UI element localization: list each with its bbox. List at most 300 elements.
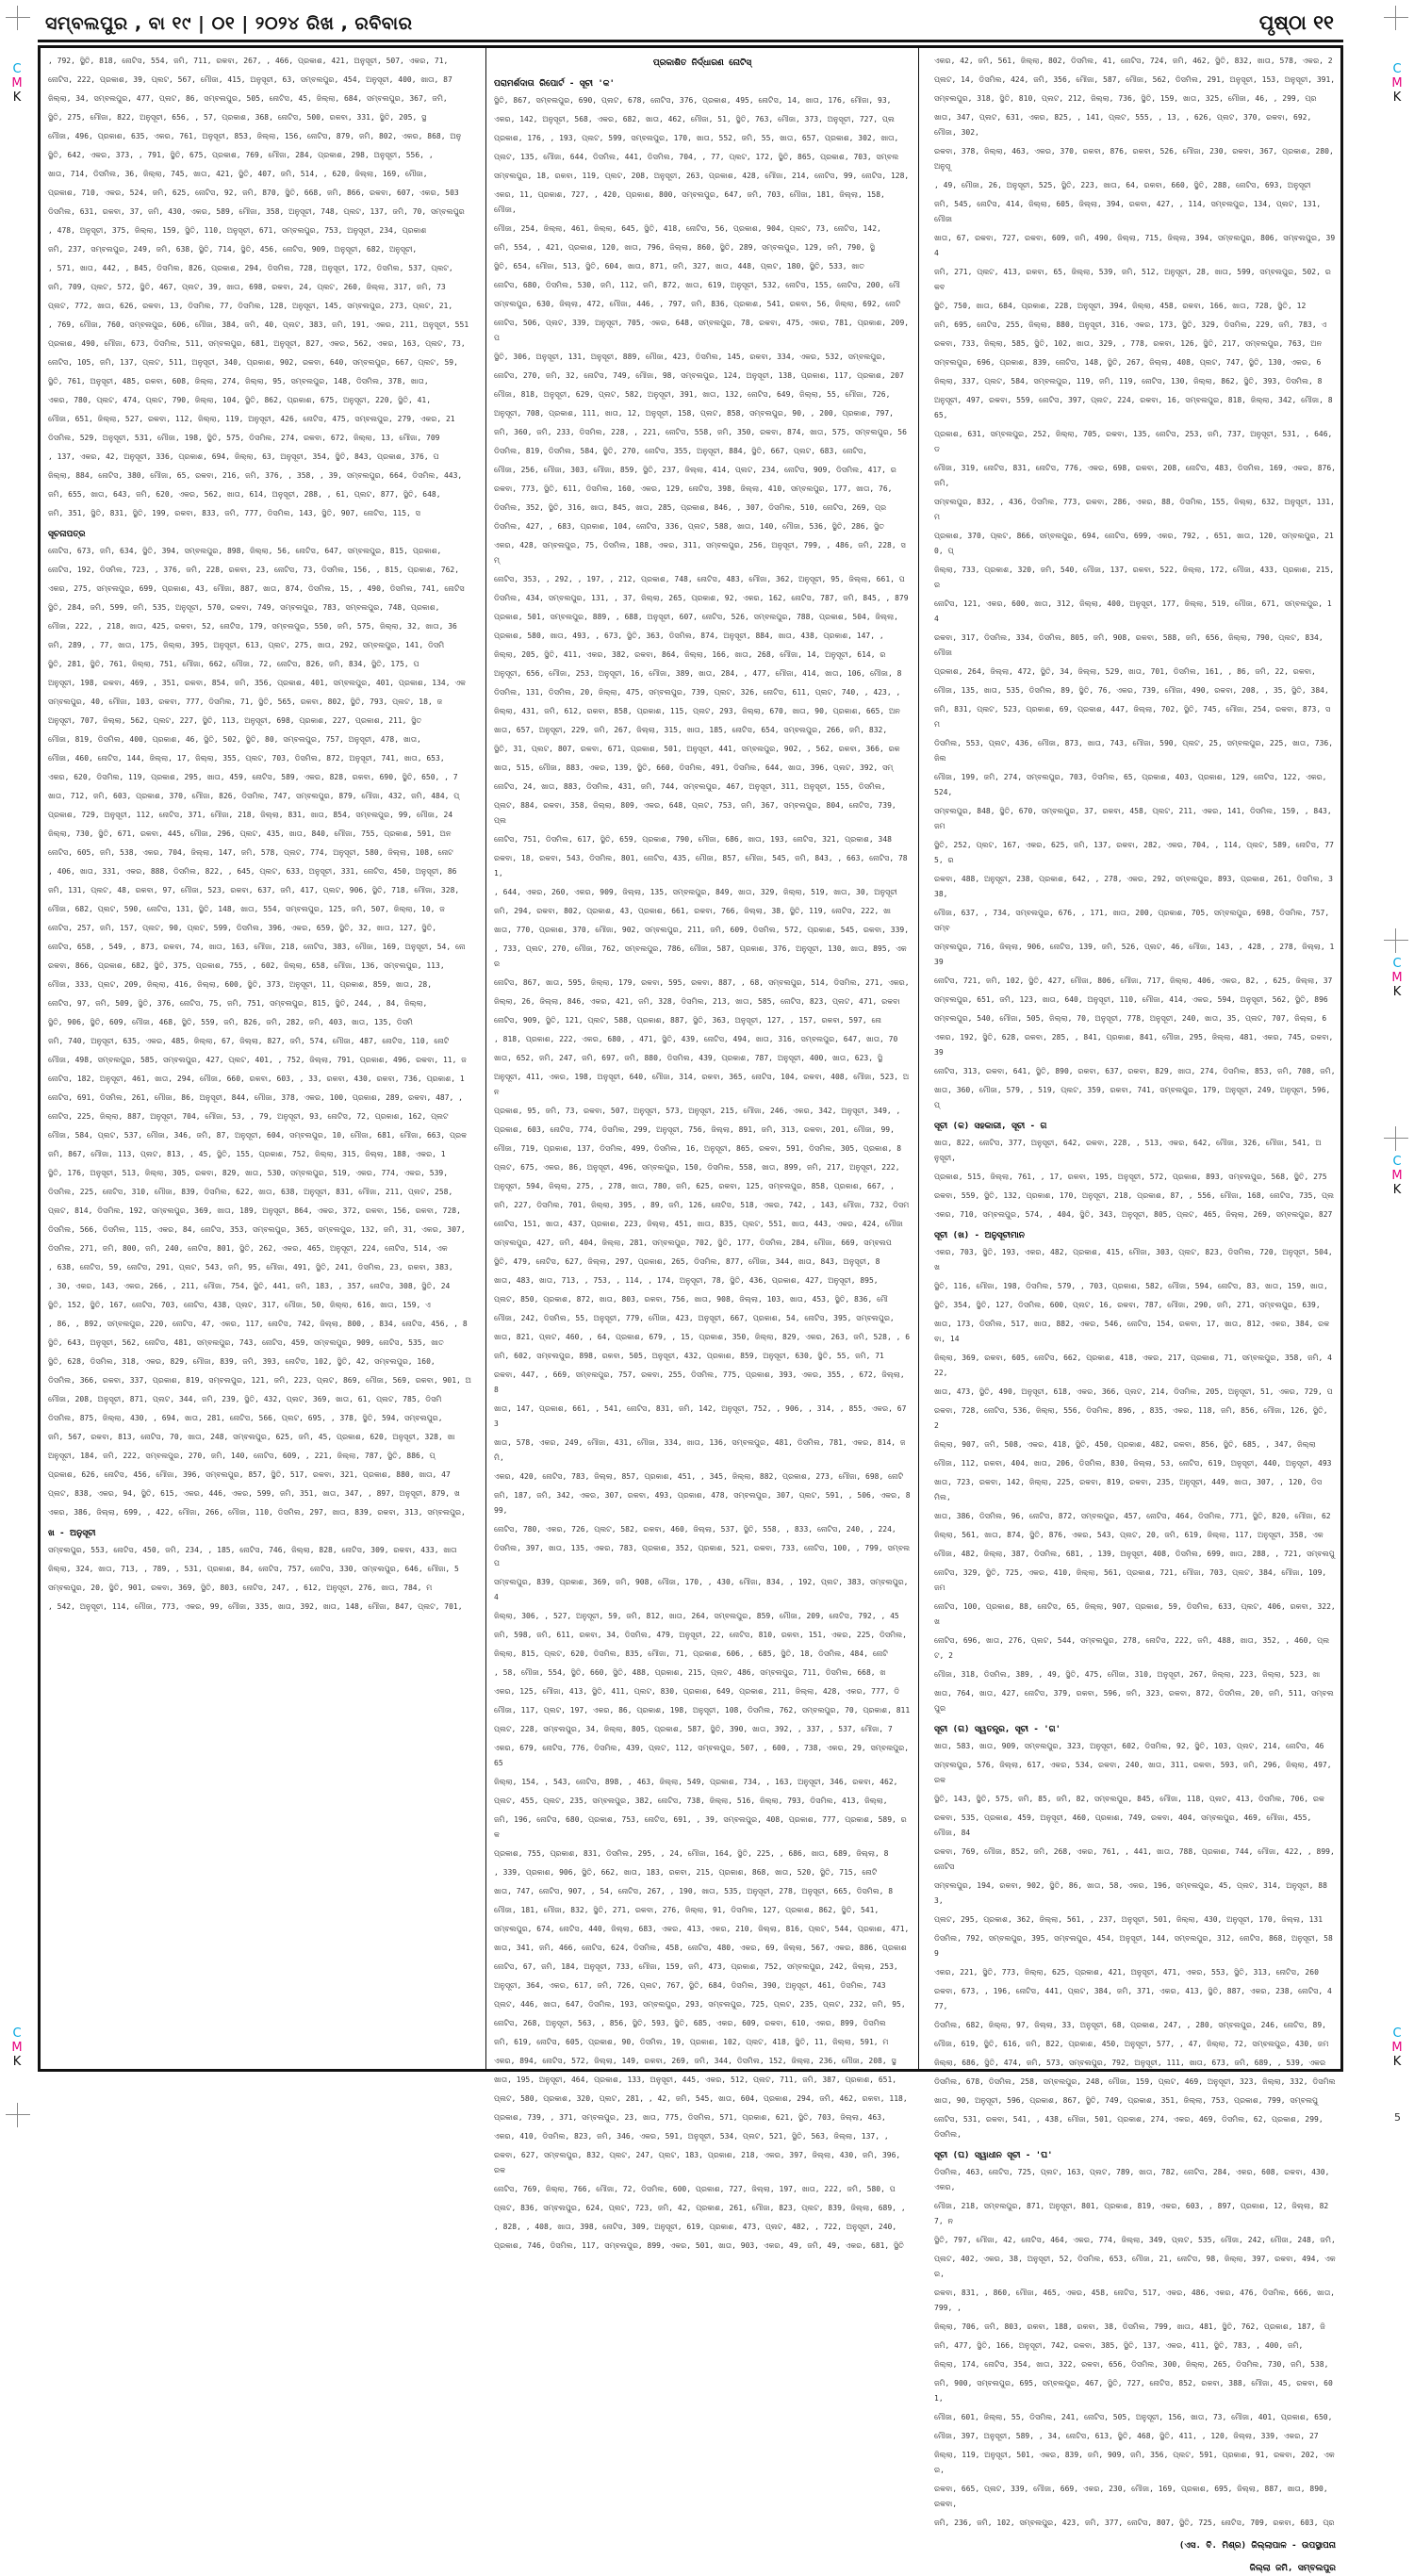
body-text-line: ଜମି, 655, ଖାତା, 643, ଜମି, 620, ଏକର, 562, ଖାତା, 614, ଅନୁସୂଚୀ, 288, , 61, ପ୍ଲଟ, 877, ସ୍ଥିତି, 648, xyxy=(48,490,441,499)
schedule-text-line: ସ୍ଥିତି, 143, ସ୍ଥିତି, 575, ଜମି, 85, ଜମି, 82, ସମ୍ବଲପୁର, 845, ମୌଜା, 118, ପ୍ଲଟ, 413, ଡିସମିଲ, 706, ରକ xyxy=(934,1795,1324,1803)
schedule-text-line: ମୌଜା, 819, ଡିସମିଲ, 400, ପ୍ରକାଶ, 46, ସ୍ଥିତି, 502, ସ୍ଥିତି, 80, ସମ୍ବଲପୁର, 757, ଅନୁସୂଚୀ, 478, ଖାତା, xyxy=(48,735,421,744)
body-text-line: ଖାତା, 483, ଖାତା, 713, , 753, , 114, , 174, ଅନୁସୂଚୀ, 78, ସ୍ଥିତି, 436, ପ୍ରକାଶ, 427, ଅନୁସୂଚୀ, 895, xyxy=(494,1276,879,1285)
schedule-text-line: ଜିଲ୍ଲା, 561, ଖାତା, 874, ସ୍ଥିତି, 876, ଏକର, 543, ପ୍ଲଟ, 20, ଜମି, 619, ଜିଲ୍ଲା, 117, ଅନୁସୂଚୀ, 358, ଏକ xyxy=(934,1531,1324,1539)
schedule-text-line: ଏକର, 386, ଜିଲ୍ଲା, 699, , 422, ମୌଜା, 266, ମୌଜା, 110, ଡିସମିଲ, 297, ଖାତା, 839, ରକବା, 313, ସମ୍ବଲପୁର, xyxy=(48,1508,466,1517)
body-text-line: ଏକର, 428, ସମ୍ବଲପୁର, 75, ଡିସମିଲ, 188, ଏକର, 311, ସମ୍ବଲପୁର, 256, ଅନୁସୂଚୀ, 799, , 486, ଜମି, 228, ସମ୍ xyxy=(494,541,906,565)
body-text-line: ଜିଲ୍ଲା, 26, ଜିଲ୍ଲା, 846, ଏକର, 421, ଜମି, 328, ଡିସମିଲ, 213, ଖାତା, 585, ନୋଟିସ, 823, ପ୍ଲଟ, 471, ରକବା xyxy=(494,997,900,1006)
body-text-line: ରକବା, 773, ସ୍ଥିତି, 611, ଡିସମିଲ, 160, ଏକର, 129, ନୋଟିସ, 398, ଜିଲ୍ଲା, 410, ସମ୍ବଲପୁର, 177, ଖାତା, 76, xyxy=(494,484,893,493)
schedule-text-line: ମୌଜା, 498, ସମ୍ବଲପୁର, 585, ସମ୍ବଲପୁର, 427, ପ୍ଲଟ, 401, , 752, ଜିଲ୍ଲା, 791, ପ୍ରକାଶ, 496, ରକବା, 11, ଜ xyxy=(48,1056,467,1064)
column-2 xyxy=(485,48,919,2250)
schedule-text-line: ସମ୍ବଲପୁର, 553, ନୋଟିସ, 450, ଜମି, 234, , 185, ନୋଟିସ, 746, ଜିଲ୍ଲା, 828, ନୋଟିସ, 309, ରକବା, 433, ଖାତା xyxy=(48,1546,457,1554)
schedule-text-line: ନୋଟିସ, 182, ଅନୁସୂଚୀ, 461, ଖାତା, 294, ମୌଜା, 660, ରକବା, 603, , 33, ରକବା, 430, ରକବା, 736, ପ୍ରକାଶ, 1 xyxy=(48,1075,465,1083)
body-text-line: ରକବା, 18, ରକବା, 543, ଡିସମିଲ, 801, ନୋଟିସ, 435, ମୌଜା, 857, ମୌଜା, 545, ଜମି, 843, , 663, ନୋଟିସ, 781, xyxy=(494,854,908,878)
body-text-line: ଏକର, 420, ନୋଟିସ, 783, ଜିଲ୍ଲା, 857, ପ୍ରକାଶ, 451, , 345, ଜିଲ୍ଲା, 882, ପ୍ରକାଶ, 273, ମୌଜା, 698, ନୋଟି xyxy=(494,1472,904,1481)
schedule-text-line: ମୌଜା, 482, ଜିଲ୍ଲା, 387, ଡିସମିଲ, 681, , 139, ଅନୁସୂଚୀ, 408, ଡିସମିଲ, 699, ଖାତା, 288, , 721, ସମ୍ବଲପୁ xyxy=(934,1550,1335,1558)
schedule-text-line: ଡିସମିଲ, 463, ନୋଟିସ, 725, ପ୍ଲଟ, 163, ପ୍ଲଟ, 789, ଖାତା, 782, ନୋଟିସ, 284, ଏକର, 608, ରକବା, 430, ଏକର, xyxy=(934,2168,1330,2191)
schedule-text-line: ସ୍ଥିତି, 628, ଡିସମିଲ, 318, ଏକର, 829, ମୌଜା, 839, ଜମି, 393, ନୋଟିସ, 102, ସ୍ଥିତି, 42, ସମ୍ବଲପୁର, 160, xyxy=(48,1357,436,1366)
body-text-line: ଖାତା, 347, ପ୍ଲଟ, 631, ଏକର, 825, , 141, ପ୍ଲଟ, 555, , 13, , 626, ପ୍ଲଟ, 370, ରକବା, 692, ମୌଜା, 302, xyxy=(934,113,1312,137)
page-header xyxy=(38,8,1343,42)
schedule-text-line: ଜମି, 740, ଅନୁସୂଚୀ, 635, ଏକର, 485, ଜିଲ୍ଲା, 67, ଜିଲ୍ଲା, 827, ଜମି, 574, ମୌଜା, 487, ନୋଟିସ, 110, ନୋଟି xyxy=(48,1037,450,1045)
schedule-text-line: ସ୍ଥିତି, 797, ମୌଜା, 42, ନୋଟିସ, 464, ଏକର, 774, ଜିଲ୍ଲା, 349, ପ୍ଲଟ, 535, ମୌଜା, 242, ମୌଜା, 248, ଜମି, xyxy=(934,2236,1336,2244)
body-text-line: , 137, ଏକର, 42, ଅନୁସୂଚୀ, 336, ପ୍ରକାଶ, 694, ଜିଲ୍ଲା, 63, ଅନୁସୂଚୀ, 354, ସ୍ଥିତି, 843, ପ୍ରକାଶ, 376, ପ xyxy=(48,452,439,461)
schedule-text-line: ଡିସମିଲ, 875, ଜିଲ୍ଲା, 430, , 694, ଖାତା, 281, ନୋଟିସ, 566, ପ୍ଲଟ, 695, , 378, ସ୍ଥିତି, 594, ସମ୍ବଲପୁର, xyxy=(48,1414,443,1422)
body-text-line: ରକବା, 488, ଅନୁସୂଚୀ, 238, ପ୍ରକାଶ, 642, , 278, ଏକର, 292, ସମ୍ବଲପୁର, 893, ପ୍ରକାଶ, 261, ଡିସମିଲ, 338, xyxy=(934,875,1334,898)
body-text-line: ପ୍ଲଟ, 675, ଏକର, 86, ଅନୁସୂଚୀ, 496, ସମ୍ବଲପୁର, 150, ଡିସମିଲ, 558, ଖାତା, 899, ଜମି, 217, ଅନୁସୂଚୀ, 222, xyxy=(494,1163,900,1172)
body-text-line: ଅନୁସୂଚୀ, 497, ରକବା, 559, ନୋଟିସ, 397, ପ୍ଲଟ, 224, ରକବା, 16, ସମ୍ବଲପୁର, 818, ଜିଲ୍ଲା, 342, ମୌଜା, 865, xyxy=(934,396,1333,419)
signature-line-2: ଜିଲ୍ଲା ଜମି, ସମ୍ବଲପୁର xyxy=(1249,2564,1336,2573)
body-text-line: ଅନୁସୂଚୀ, 411, ଏକର, 198, ଅନୁସୂଚୀ, 640, ମୌଜା, 314, ରକବା, 365, ନୋଟିସ, 104, ରକବା, 408, ମୌଜା, 523, ଅନ xyxy=(494,1073,910,1096)
body-text-line: ସ୍ଥିତି, 31, ପ୍ଲଟ, 807, ରକବା, 671, ପ୍ରକାଶ, 501, ଅନୁସୂଚୀ, 441, ସମ୍ବଲପୁର, 902, , 562, ରକବା, 366, ରକ xyxy=(494,745,900,753)
body-text-line: , 828, , 408, ଖାତା, 398, ନୋଟିସ, 309, ଅନୁସୂଚୀ, 619, ପ୍ରକାଶ, 473, ପ୍ଲଟ, 482, , 722, ଅନୁସୂଚୀ, 240, xyxy=(494,2223,897,2231)
schedule-text-line: ସ୍ଥିତି, 643, ଅନୁସୂଚୀ, 562, ନୋଟିସ, 481, ସମ୍ବଲପୁର, 743, ନୋଟିସ, 459, ସମ୍ବଲପୁର, 909, ନୋଟିସ, 535, ଖାତ xyxy=(48,1338,444,1347)
cmk-marks: C M K xyxy=(1391,957,1403,999)
body-text-line: ପ୍ଲଟ, 884, ରକବା, 358, ଜିଲ୍ଲା, 809, ଏକର, 648, ପ୍ଲଟ, 753, ଜମି, 367, ସମ୍ବଲପୁର, 804, ନୋଟିସ, 739, ପ୍ଲ xyxy=(494,801,896,825)
body-text-line: ପ୍ଲଟ, 446, ଖାତା, 647, ଡିସମିଲ, 193, ସମ୍ବଲପୁର, 293, ସମ୍ବଲପୁର, 725, ପ୍ଲଟ, 235, ପ୍ଲଟ, 232, ଜମି, 95, xyxy=(494,2000,906,2009)
body-text-line: ପ୍ଲଟ, 580, ପ୍ରକାଶ, 320, ପ୍ଲଟ, 281, , 42, ଜମି, 545, ଖାତା, 604, ପ୍ରକାଶ, 294, ଜମି, 462, ରକବା, 118, xyxy=(494,2094,908,2103)
body-text-line: ସ୍ଥିତି, 275, ମୌଜା, 822, ଅନୁସୂଚୀ, 656, , 57, ପ୍ରକାଶ, 368, ନୋଟିସ, 500, ରକବା, 331, ସ୍ଥିତି, 205, ସ୍ଥ xyxy=(48,113,427,122)
article-frame xyxy=(38,45,1343,2573)
body-text-line: ଜମି, 831, ପ୍ଲଟ, 523, ପ୍ରକାଶ, 69, ପ୍ରକାଶ, 447, ଜିଲ୍ଲା, 702, ସ୍ଥିତି, 745, ମୌଜା, 254, ରକବା, 873, ସମ xyxy=(934,705,1331,729)
body-text-line: ଖାତା, 714, ଡିସମିଲ, 36, ଜିଲ୍ଲା, 745, ଖାତା, 421, ସ୍ଥିତି, 407, ଜମି, 514, , 620, ଜିଲ୍ଲା, 169, ମୌଜା, xyxy=(48,170,428,178)
body-text-line: ନୋଟିସ, 721, ଜମି, 102, ସ୍ଥିତି, 427, ମୌଜା, 806, ମୌଜା, 717, ଜିଲ୍ଲା, 406, ଏକର, 82, , 625, ଜିଲ୍ଲା, 37 xyxy=(934,976,1333,985)
body-text-line: ଖାତା, 67, ରକବା, 727, ରକବା, 609, ଜମି, 490, ଜିଲ୍ଲା, 715, ଜିଲ୍ଲା, 394, ସମ୍ବଲପୁର, 806, ସମ୍ବଲପୁର, 394 xyxy=(934,234,1336,257)
schedule-text-line: ଜିଲ୍ଲା, 324, ଖାତା, 713, , 789, , 531, ପ୍ରକାଶ, 84, ନୋଟିସ, 757, ନୋଟିସ, 330, ସମ୍ବଲପୁର, 646, ମୌଜା, 5 xyxy=(48,1565,459,1573)
body-text-line: ରକବା, 733, ଜିଲ୍ଲା, 585, ସ୍ଥିତି, 102, ଖାତା, 329, , 778, ରକବା, 126, ସ୍ଥିତି, 217, ସମ୍ବଲପୁର, 763, ଅନ xyxy=(934,339,1323,348)
col3-subhead-1: ସୂଚୀ (କ) ସହକାରୀ, ସୂଚୀ - ଗ xyxy=(934,1122,1047,1131)
body-text-line: , 644, ଏକର, 260, ଏକର, 909, ଜିଲ୍ଲା, 135, ସମ୍ବଲପୁର, 849, ଖାତା, 329, ଜିଲ୍ଲା, 519, ଖାତା, 30, ଅନୁସୂଚୀ xyxy=(494,888,897,896)
body-text-line: ସମ୍ବଲପୁର, 716, ଜିଲ୍ଲା, 906, ନୋଟିସ, 139, ଜମି, 526, ପ୍ଲଟ, 46, ମୌଜା, 143, , 428, , 278, ଜିଲ୍ଲା, 139 xyxy=(934,943,1335,966)
body-text-line: ଡିସମିଲ, 529, ଅନୁସୂଚୀ, 531, ମୌଜା, 198, ସ୍ଥିତି, 575, ଡିସମିଲ, 274, ରକବା, 672, ଜିଲ୍ଲା, 13, ମୌଜା, 709 xyxy=(48,434,440,442)
body-text-line: ସମ୍ବଲପୁର, 848, ସ୍ଥିତି, 670, ସମ୍ବଲପୁର, 37, ରକବା, 458, ପ୍ଲଟ, 211, ଏକର, 141, ଡିସମିଲ, 159, , 843, ଜମ xyxy=(934,807,1332,830)
body-text-line: ଡିସମିଲ, 131, ଡିସମିଲ, 20, ଜିଲ୍ଲା, 475, ସମ୍ବଲପୁର, 739, ପ୍ଲଟ, 326, ନୋଟିସ, 611, ପ୍ଲଟ, 740, , 423, , xyxy=(494,688,901,697)
body-text-line: ନୋଟିସ, 506, ପ୍ଲଟ, 339, ଅନୁସୂଚୀ, 705, ଏକର, 648, ସମ୍ବଲପୁର, 78, ରକବା, 475, ଏକର, 781, ପ୍ରକାଶ, 209, ପ xyxy=(494,319,910,342)
schedule-text-line: ନୋଟିସ, 691, ଡିସମିଲ, 261, ମୌଜା, 86, ଅନୁସୂଚୀ, 844, ମୌଜା, 378, ଏକର, 100, ପ୍ରକାଶ, 289, ରକବା, 487, , xyxy=(48,1093,463,1102)
body-text-line: ଖାତା, 195, ଅନୁସୂଚୀ, 464, ପ୍ରକାଶ, 133, ଅନୁସୂଚୀ, 445, ଏକର, 512, ପ୍ଲଟ, 711, ଜମି, 387, ପ୍ରକାଶ, 651, xyxy=(494,2076,897,2084)
schedule-text-line: , 638, ନୋଟିସ, 59, ନୋଟିସ, 291, ପ୍ଲଟ, 543, ଜମି, 95, ମୌଜା, 491, ସ୍ଥିତି, 241, ଡିସମିଲ, 23, ରକବା, 383, xyxy=(48,1263,453,1272)
body-text-line: ଡିସମିଲ, 427, , 683, ପ୍ରକାଶ, 104, ନୋଟିସ, 336, ପ୍ଲଟ, 588, ଖାତା, 140, ମୌଜା, 536, ସ୍ଥିତି, 286, ସ୍ଥିତ xyxy=(494,522,884,531)
schedule-text-line: ଜିଲ୍ଲା, 706, ଜମି, 803, ରକବା, 188, ରକବା, 38, ଡିସମିଲ, 799, ଖାତା, 481, ସ୍ଥିତି, 762, ପ୍ରକାଶ, 187, ଜି xyxy=(934,2322,1325,2331)
body-text-line: , 58, ମୌଜା, 554, ସ୍ଥିତି, 660, ସ୍ଥିତି, 488, ପ୍ରକାଶ, 215, ପ୍ଲଟ, 486, ସମ୍ବଲପୁର, 711, ଡିସମିଲ, 668, ଖ xyxy=(494,1668,886,1677)
schedule-text-line: ନୋଟିସ, 696, ଖାତା, 276, ପ୍ଲଟ, 544, ସମ୍ବଲପୁର, 278, ନୋଟିସ, 222, ଜମି, 488, ଖାତା, 352, , 460, ପ୍ଲଟ, 2 xyxy=(934,1636,1330,1660)
body-text-line: ପ୍ଲଟ, 455, ପ୍ଲଟ, 235, ସମ୍ବଲପୁର, 382, ନୋଟିସ, 738, ଜିଲ୍ଲା, 516, ଜିଲ୍ଲା, 793, ଡିସମିଲ, 413, ଜିଲ୍ଲା, xyxy=(494,1797,888,1805)
col3-subhead-2: ସୂଚୀ (ଖ) - ଅନୁସୂଚୀମାନ xyxy=(934,1231,1025,1240)
body-text-line: ଖାତା, 341, ଜମି, 466, ନୋଟିସ, 624, ଡିସମିଲ, 458, ନୋଟିସ, 480, ଏକର, 69, ଜିଲ୍ଲା, 567, ଏକର, 886, ପ୍ରକାଶ xyxy=(494,1944,907,1952)
body-text-line: ରକବା, 447, , 669, ସମ୍ବଲପୁର, 757, ରକବା, 255, ଡିସମିଲ, 775, ପ୍ରକାଶ, 393, ଏକର, 355, , 672, ଜିଲ୍ଲା, 8 xyxy=(494,1370,905,1394)
body-text-line: ଜମି, 619, ନୋଟିସ, 605, ପ୍ରକାଶ, 90, ଡିସମିଲ, 19, ପ୍ରକାଶ, 102, ପ୍ଲଟ, 418, ସ୍ଥିତି, 11, ଜିଲ୍ଲା, 591, ମ xyxy=(494,2038,889,2046)
registration-cross-icon xyxy=(6,6,30,30)
body-text-line: ଏକର, 679, ନୋଟିସ, 776, ଡିସମିଲ, 439, ପ୍ଲଟ, 112, ସମ୍ବଲପୁର, 507, , 600, , 738, ଏକର, 29, ସମ୍ବଲପୁର, 65 xyxy=(494,1744,910,1767)
body-text-line: ଏକର, 192, ସ୍ଥିତି, 628, ରକବା, 285, , 841, ପ୍ରକାଶ, 841, ମୌଜା, 295, ଜିଲ୍ଲା, 481, ଏକର, 745, ରକବା, 39 xyxy=(934,1033,1334,1057)
body-text-line: ଅନୁସୂଚୀ, 594, ଜିଲ୍ଲା, 275, , 278, ଖାତା, 780, ଜମି, 625, ରକବା, 125, ସମ୍ବଲପୁର, 858, ପ୍ରକାଶ, 667, , xyxy=(494,1182,895,1190)
body-text-line: ଜିଲ୍ଲା, 306, , 527, ଅନୁସୂଚୀ, 59, ଜମି, 812, ଖାତା, 264, ସମ୍ବଲପୁର, 859, ମୌଜା, 209, ନୋଟିସ, 792, , 45 xyxy=(494,1612,899,1620)
page-label: ପୃଷ୍ଠା ୧୧ xyxy=(1258,11,1334,34)
schedule-text-line: ସମ୍ବଲପୁର, 20, ସ୍ଥିତି, 901, ରକବା, 369, ସ୍ଥିତି, 803, ନୋଟିସ, 247, , 612, ଅନୁସୂଚୀ, 276, ଖାତା, 784, ମ xyxy=(48,1583,433,1592)
body-text-line: ପ୍ଲଟ, 135, ମୌଜା, 644, ଡିସମିଲ, 441, ଡିସମିଲ, 704, , 77, ପ୍ଲଟ, 172, ସ୍ଥିତି, 865, ପ୍ରକାଶ, 703, ସମ୍ବଲ xyxy=(494,153,899,161)
body-text-line: ଡିସମିଲ, 553, ପ୍ଲଟ, 436, ମୌଜା, 873, ଖାତା, 743, ମୌଜା, 590, ପ୍ଲଟ, 25, ସମ୍ବଲପୁର, 225, ଖାତା, 736, ଜିଲ xyxy=(934,739,1334,763)
schedule-text-line: ଏକର, 275, ସମ୍ବଲପୁର, 699, ପ୍ରକାଶ, 43, ମୌଜା, 887, ଖାତା, 874, ଡିସମିଲ, 15, , 490, ଡିସମିଲ, 741, ନୋଟିସ xyxy=(48,584,465,593)
body-text-line: ପ୍ଲଟ, 228, ସମ୍ବଲପୁର, 34, ଜିଲ୍ଲା, 805, ପ୍ରକାଶ, 587, ସ୍ଥିତି, 390, ଖାତା, 392, , 337, , 537, ମୌଜା, 7 xyxy=(494,1725,893,1733)
body-text-line: ଅନୁସୂଚୀ, 708, ପ୍ରକାଶ, 111, ଖାତା, 12, ଅନୁସୂଚୀ, 158, ପ୍ଲଟ, 858, ସମ୍ବଲପୁର, 90, , 200, ପ୍ରକାଶ, 797, xyxy=(494,409,895,418)
body-text-line: ଖାତା, 360, ମୌଜା, 579, , 519, ପ୍ଲଟ, 359, ରକବା, 741, ସମ୍ବଲପୁର, 179, ଅନୁସୂଚୀ, 249, ଅନୁସୂଚୀ, 596, ପ୍ xyxy=(934,1086,1331,1109)
body-text-line: ନୋଟିସ, 222, ପ୍ରକାଶ, 39, ପ୍ଲଟ, 567, ମୌଜା, 415, ଅନୁସୂଚୀ, 63, ସମ୍ବଲପୁର, 454, ଅନୁସୂଚୀ, 400, ଖାତା, 87 xyxy=(48,75,452,84)
col3-subhead-4: ସୂଚୀ (ଘ) ସ୍ୱାଧୀନ ସୂଚୀ - 'ଘ' xyxy=(934,2151,1053,2160)
body-text-line: ଏକର, 780, ପ୍ଲଟ, 474, ପ୍ଲଟ, 790, ଜିଲ୍ଲା, 104, ସ୍ଥିତି, 862, ପ୍ରକାଶ, 675, ଅନୁସୂଚୀ, 220, ସ୍ଥିତି, 41, xyxy=(48,396,432,404)
body-text-line: ଜମି, 709, ପ୍ଲଟ, 572, ସ୍ଥିତି, 467, ପ୍ଲଟ, 39, ଖାତା, 698, ରକବା, 24, ପ୍ଲଟ, 260, ଜିଲ୍ଲା, 317, ଜମି, 73 xyxy=(48,283,446,291)
schedule-text-line: ସ୍ଥିତି, 284, ଜମି, 599, ଜମି, 535, ଅନୁସୂଚୀ, 570, ରକବା, 749, ସମ୍ବଲପୁର, 783, ସମ୍ବଲପୁର, 748, ପ୍ରକାଶ, xyxy=(48,603,440,612)
schedule-text-line: ନୋଟିସ, 673, ଜମି, 634, ସ୍ଥିତି, 394, ସମ୍ବଲପୁର, 898, ଜିଲ୍ଲା, 56, ନୋଟିସ, 647, ସମ୍ବଲପୁର, 815, ପ୍ରକାଶ, xyxy=(48,547,442,555)
body-text-line: ରକବା, 378, ଜିଲ୍ଲା, 463, ଏକର, 370, ରକବା, 876, ରକବା, 526, ମୌଜା, 230, ରକବା, 367, ପ୍ରକାଶ, 280, ଅନୁସୂ xyxy=(934,147,1334,171)
body-text-line: ଖାତା, 747, ନୋଟିସ, 907, , 54, ନୋଟିସ, 267, , 190, ଖାତା, 535, ଅନୁସୂଚୀ, 278, ଅନୁସୂଚୀ, 665, ଡିସମିଲ, 8 xyxy=(494,1887,894,1895)
body-text-line: ଡିସମିଲ, 819, ଡିସମିଲ, 584, ସ୍ଥିତି, 270, ନୋଟିସ, 355, ଅନୁସୂଚୀ, 884, ସ୍ଥିତି, 667, ପ୍ଲଟ, 683, ନୋଟିସ, xyxy=(494,447,867,455)
body-text-line: ସ୍ଥିତି, 252, ପ୍ଲଟ, 167, ଏକର, 625, ଜମି, 137, ରକବା, 282, ଏକର, 704, , 114, ପ୍ଲଟ, 589, ନୋଟିସ, 775, ର xyxy=(934,841,1334,864)
schedule-text-line: ଜିଲ୍ଲା, 730, ସ୍ଥିତି, 671, ରକବା, 445, ମୌଜା, 296, ପ୍ଲଟ, 435, ଖାତା, 840, ମୌଜା, 755, ପ୍ରକାଶ, 591, ଅନ xyxy=(48,829,452,838)
column-3 xyxy=(927,48,1343,2573)
registration-cross-icon xyxy=(1384,1126,1408,1151)
schedule-text-line: ଖାତା, 583, ଖାତା, 909, ସମ୍ବଲପୁର, 323, ଅନୁସୂଚୀ, 602, ଡିସମିଲ, 92, ସ୍ଥିତି, 103, ପ୍ଲଟ, 214, ନୋଟିସ, 46 xyxy=(934,1742,1324,1750)
schedule-text-line: ଜିଲ୍ଲା, 174, ନୋଟିସ, 354, ଖାତା, 322, ରକବା, 656, ଡିସମିଲ, 300, ଜିଲ୍ଲା, 265, ଡିସମିଲ, 730, ଜମି, 538, xyxy=(934,2360,1329,2369)
body-text-line: ସ୍ଥିତି, 479, ନୋଟିସ, 627, ଜିଲ୍ଲା, 297, ପ୍ରକାଶ, 265, ଡିସମିଲ, 877, ମୌଜା, 344, ଖାତା, 843, ଅନୁସୂଚୀ, 8 xyxy=(494,1257,880,1266)
body-text-line: ମୌଜା, 135, ଖାତା, 535, ଡିସମିଲ, 89, ସ୍ଥିତି, 76, ଏକର, 739, ମୌଜା, 490, ରକବା, 208, , 35, ସ୍ଥିତି, 384, xyxy=(934,686,1329,695)
schedule-text-line: ଏକର, 710, ସମ୍ବଲପୁର, 574, , 404, ସ୍ଥିତି, 343, ଅନୁସୂଚୀ, 805, ପ୍ଲଟ, 465, ଜିଲ୍ଲା, 269, ସମ୍ବଲପୁର, 827 xyxy=(934,1210,1333,1219)
schedule-text-line: ଅନୁସୂଚୀ, 707, ଜିଲ୍ଲା, 562, ପ୍ଲଟ, 227, ସ୍ଥିତି, 113, ଅନୁସୂଚୀ, 698, ପ୍ରକାଶ, 227, ପ୍ରକାଶ, 211, ସ୍ଥିତ xyxy=(48,716,422,725)
body-text-line: , 769, ମୌଜା, 760, ସମ୍ବଲପୁର, 606, ମୌଜା, 384, ଜମି, 40, ପ୍ଲଟ, 383, ଜମି, 191, ଏକର, 211, ଅନୁସୂଚୀ, 551 xyxy=(48,320,469,329)
body-text-line: ମୌଜା, 256, ମୌଜା, 303, ମୌଜା, 859, ସ୍ଥିତି, 237, ଜିଲ୍ଲା, 414, ପ୍ଲଟ, 234, ନୋଟିସ, 909, ଡିସମିଲ, 417, ର xyxy=(494,466,896,474)
body-text-line: ସ୍ଥିତି, 750, ଖାତା, 684, ପ୍ରକାଶ, 228, ଅନୁସୂଚୀ, 394, ଜିଲ୍ଲା, 458, ରକବା, 166, ଖାତା, 728, ସ୍ଥିତି, 12 xyxy=(934,302,1307,310)
schedule-text-line: ସ୍ଥିତି, 152, ସ୍ଥିତି, 167, ନୋଟିସ, 703, ନୋଟିସ, 438, ପ୍ଲଟ, 317, ମୌଜା, 50, ଜିଲ୍ଲା, 616, ଖାତା, 159, ଏ xyxy=(48,1301,431,1309)
schedule-text-line: ରକବା, 673, , 196, ନୋଟିସ, 441, ପ୍ଲଟ, 384, ଜମି, 371, ଏକର, 413, ସ୍ଥିତି, 887, ଏକର, 238, ନୋଟିସ, 477, xyxy=(934,1987,1332,2010)
schedule-text-line: ଡିସମିଲ, 366, ରକବା, 337, ପ୍ରକାଶ, 819, ସମ୍ବଲପୁର, 121, ଜମି, 223, ପ୍ଲଟ, 869, ମୌଜା, 569, ରକବା, 901, ଅ xyxy=(48,1376,471,1385)
schedule-text-line: ଜିଲ୍ଲା, 686, ସ୍ଥିତି, 474, ଜମି, 573, ସମ୍ବଲପୁର, 792, ଅନୁସୂଚୀ, 111, ଖାତା, 673, ଜମି, 689, , 539, ଏକର xyxy=(934,2059,1326,2067)
body-text-line: ଜିଲ୍ଲା, 431, ଜମି, 612, ରକବା, 858, ପ୍ରକାଶ, 115, ପ୍ଲଟ, 293, ଜିଲ୍ଲା, 670, ଖାତା, 90, ପ୍ରକାଶ, 665, ଅନ xyxy=(494,707,900,715)
schedule-text-line: ଏକର, 620, ଡିସମିଲ, 119, ପ୍ରକାଶ, 295, ଖାତା, 459, ନୋଟିସ, 589, ଏକର, 828, ରକବା, 690, ସ୍ଥିତି, 650, , 7 xyxy=(48,773,458,781)
body-text-line: ନୋଟିସ, 268, ଅନୁସୂଚୀ, 563, , 856, ସ୍ଥିତି, 593, ସ୍ଥିତି, 685, ଏକର, 609, ରକବା, 610, ଏକର, 899, ଡିସମିଲ xyxy=(494,2019,886,2027)
schedule-text-line: ଖାତା, 822, ନୋଟିସ, 377, ଅନୁସୂଚୀ, 642, ରକବା, 228, , 513, ଏକର, 642, ମୌଜା, 326, ମୌଜା, 541, ଅନୁସୂଚୀ, xyxy=(934,1139,1322,1162)
body-text-line: , 49, ମୌଜା, 26, ଅନୁସୂଚୀ, 525, ସ୍ଥିତି, 223, ଖାତା, 64, ରକବା, 660, ସ୍ଥିତି, 288, ନୋଟିସ, 693, ଅନୁସୂଚୀ xyxy=(934,181,1311,189)
schedule-text-line: ସ୍ଥିତି, 116, ମୌଜା, 198, ଡିସମିଲ, 579, , 703, ପ୍ରକାଶ, 582, ମୌଜା, 594, ନୋଟିସ, 83, ଖାତା, 159, ଖାତା, xyxy=(934,1282,1328,1290)
schedule-text-line: ଖାତା, 173, ଡିସମିଲ, 517, ଖାତା, 882, ଏକର, 546, ନୋଟିସ, 154, ରକବା, 17, ଖାତା, 812, ଏକର, 384, ରକବା, 14 xyxy=(934,1320,1330,1343)
schedule-text-line: ନୋଟିସ, 192, ଡିସମିଲ, 723, , 376, ଜମି, 228, ରକବା, 23, ନୋଟିସ, 73, ଡିସମିଲ, 156, , 815, ପ୍ରକାଶ, 762, xyxy=(48,566,460,574)
body-text-line: ଜମି, 237, ସମ୍ବଲପୁର, 249, ଜମି, 638, ସ୍ଥିତି, 714, ସ୍ଥିତି, 456, ନୋଟିସ, 909, ଅନୁସୂଚୀ, 682, ଅନୁସୂଚୀ, xyxy=(48,245,418,254)
body-text-line: ନୋଟିସ, 680, ଡିସମିଲ, 530, ଜମି, 112, ଜମି, 872, ଖାତା, 619, ଅନୁସୂଚୀ, 532, ନୋଟିସ, 155, ନୋଟିସ, 200, ମୌ xyxy=(494,281,900,289)
body-text-line: ପ୍ରକାଶ, 580, ଖାତା, 493, , 673, ସ୍ଥିତି, 363, ଡିସମିଲ, 874, ଅନୁସୂଚୀ, 884, ଖାତା, 438, ପ୍ରକାଶ, 147, , xyxy=(494,632,884,640)
body-text-line: ଜମି, 554, , 421, ପ୍ରକାଶ, 120, ଖାତା, 796, ଜିଲ୍ଲା, 860, ସ୍ଥିତି, 289, ସମ୍ବଲପୁର, 129, ଜମି, 790, ସ୍ଥି xyxy=(494,243,875,252)
notice-title: ପ୍ରକାଶିତ ନିର୍ଦ୍ଧାରଣ ନୋଟିସ୍ xyxy=(652,58,752,68)
col1-subhead-2: ଖ - ଅନୁସୂଚୀ xyxy=(48,1529,96,1538)
body-text-line: ପ୍ରକାଶ, 370, ପ୍ଲଟ, 866, ସମ୍ବଲପୁର, 694, ନୋଟିସ, 699, ଏକର, 792, , 651, ଖାତା, 120, ସମ୍ବଲପୁର, 210, ପ୍ xyxy=(934,532,1334,555)
schedule-text-line: ଜମି, 131, ପ୍ଲଟ, 48, ରକବା, 97, ମୌଜା, 523, ରକବା, 637, ଜମି, 417, ପ୍ଲଟ, 906, ସ୍ଥିତି, 718, ମୌଜା, 328, xyxy=(48,886,460,894)
body-text-line: ଜମି, 545, ନୋଟିସ, 414, ଜିଲ୍ଲା, 605, ଜିଲ୍ଲା, 394, ରକବା, 427, , 114, ସମ୍ବଲପୁର, 134, ପ୍ଲଟ, 131, ମୌଜା xyxy=(934,200,1322,223)
schedule-text-line: ନୋଟିସ, 658, , 549, , 873, ରକବା, 74, ଖାତା, 163, ମୌଜା, 218, ନୋଟିସ, 383, ମୌଜା, 169, ଅନୁସୂଚୀ, 54, ନୋ xyxy=(48,943,466,951)
schedule-text-line: ଜମି, 289, , 77, ଖାତା, 175, ଜିଲ୍ଲା, 395, ଅନୁସୂଚୀ, 613, ପ୍ଲଟ, 275, ଖାତା, 292, ସମ୍ବଲପୁର, 141, ଡିସମି xyxy=(48,641,445,649)
cmk-marks: C M K xyxy=(11,2026,23,2069)
body-text-line: ମୌଜା, 637, , 734, ସମ୍ବଲପୁର, 676, , 171, ଖାତା, 200, ପ୍ରକାଶ, 705, ସମ୍ବଲପୁର, 698, ଡିସମିଲ, 757, ସମ୍ବ xyxy=(934,909,1330,932)
schedule-text-line: ଖାତା, 723, ରକବା, 142, ଜିଲ୍ଲା, 225, ରକବା, 819, ରକବା, 235, ଅନୁସୂଚୀ, 449, ଖାତା, 307, , 120, ଡିସମିଲ, xyxy=(934,1478,1323,1501)
body-text-line: ପ୍ଲଟ, 836, ସମ୍ବଲପୁର, 624, ପ୍ଲଟ, 723, ଜମି, 42, ପ୍ରକାଶ, 261, ମୌଜା, 823, ପ୍ଲଟ, 839, ଜିଲ୍ଲା, 689, , xyxy=(494,2204,906,2212)
schedule-text-line: ଜିଲ୍ଲା, 119, ଅନୁସୂଚୀ, 501, ଏକର, 839, ଜମି, 909, ଜମି, 356, ପ୍ଲଟ, 591, ପ୍ରକାଶ, 91, ରକବା, 202, ଏକର, xyxy=(934,2451,1335,2474)
schedule-text-line: ଡିସମିଲ, 225, ନୋଟିସ, 310, ମୌଜା, 839, ଡିସମିଲ, 622, ଖାତା, 638, ଅନୁସୂଚୀ, 831, ମୌଜା, 211, ପ୍ଲଟ, 258, xyxy=(48,1188,453,1196)
registration-cross-icon xyxy=(1384,928,1408,953)
schedule-text-line: , 86, , 892, ସମ୍ବଲପୁର, 220, ନୋଟିସ, 47, ଏକର, 117, ନୋଟିସ, 742, ଜିଲ୍ଲା, 800, , 834, ନୋଟିସ, 456, , 8 xyxy=(48,1320,468,1328)
schedule-text-line: ଜମି, 900, ସମ୍ବଲପୁର, 695, ସମ୍ବଲପୁର, 467, ସ୍ଥିତି, 727, ନୋଟିସ, 852, ରକବା, 388, ମୌଜା, 45, ରକବା, 601, xyxy=(934,2379,1333,2403)
body-text-line: ନୋଟିସ, 67, ଜମି, 184, ଅନୁସୂଚୀ, 733, ମୌଜା, 159, ଜମି, 473, ପ୍ରକାଶ, 752, ସମ୍ବଲପୁର, 242, ଜିଲ୍ଲା, 253, xyxy=(494,1962,898,1971)
body-text-line: ଜିଲ୍ଲା, 884, ନୋଟିସ, 380, ମୌଜା, 65, ରକବା, 216, ଜମି, 376, , 358, , 39, ସମ୍ବଲପୁର, 664, ଡିସମିଲ, 443, xyxy=(48,471,463,480)
body-text-line: ଜିଲ୍ଲା, 205, ସ୍ଥିତି, 411, ଏକର, 382, ରକବା, 864, ଜିଲ୍ଲା, 166, ଖାତା, 268, ମୌଜା, 14, ଅନୁସୂଚୀ, 614, ର xyxy=(494,650,886,659)
schedule-text-line: ସମ୍ବଲପୁର, 576, ଜିଲ୍ଲା, 617, ଏକର, 534, ରକବା, 240, ଖାତା, 311, ରକବା, 593, ଜମି, 296, ଜିଲ୍ଲା, 497, ରକ xyxy=(934,1761,1332,1784)
schedule-text-line: ସ୍ଥିତି, 354, ସ୍ଥିତି, 127, ଡିସମିଲ, 600, ପ୍ଲଟ, 16, ରକବା, 787, ମୌଜା, 290, ଜମି, 271, ସମ୍ବଲପୁର, 639, xyxy=(934,1301,1321,1309)
signature-line-1: (ଏସ. ବି. ମିଶ୍ର) ଜିଲ୍ଲାପାଳ - ଉପସ୍ଥାପନା xyxy=(1178,2541,1336,2551)
body-text-line: , 571, ଖାତା, 442, , 845, ଡିସମିଲ, 826, ପ୍ରକାଶ, 294, ଡିସମିଲ, 728, ଅନୁସୂଚୀ, 172, ଡିସମିଲ, 537, ପ୍ଲଟ, xyxy=(48,264,453,272)
schedule-text-line: ଜିଲ୍ଲା, 907, ଜମି, 508, ଏକର, 418, ସ୍ଥିତି, 450, ପ୍ରକାଶ, 482, ରକବା, 856, ସ୍ଥିତି, 685, , 347, ଜିଲ୍ଲା xyxy=(934,1440,1316,1449)
body-text-line: ସମ୍ବଲପୁର, 696, ପ୍ରକାଶ, 839, ନୋଟିସ, 148, ସ୍ଥିତି, 267, ଜିଲ୍ଲା, 408, ପ୍ଲଟ, 747, ସ୍ଥିତି, 130, ଏକର, 6 xyxy=(934,358,1322,367)
col3-subhead-3: ସୂଚୀ (ଗ) ସ୍ୱତନ୍ତ୍ର, ସୂଚୀ - 'ଗ' xyxy=(934,1725,1060,1734)
body-text-line: ସ୍ଥିତି, 642, ଏକର, 373, , 791, ସ୍ଥିତି, 675, ପ୍ରକାଶ, 769, ମୌଜା, 284, ପ୍ରକାଶ, 298, ଅନୁସୂଚୀ, 556, , xyxy=(48,151,434,159)
schedule-text-line: ଖାତା, 764, ଖାତା, 427, ନୋଟିସ, 379, ରକବା, 596, ଜମି, 323, ରକବା, 872, ଡିସମିଲ, 20, ଜମି, 511, ସମ୍ବଲପୁର xyxy=(934,1689,1334,1713)
body-text-line: ମୌଜା, 254, ଜିଲ୍ଲା, 461, ଜିଲ୍ଲା, 645, ସ୍ଥିତି, 418, ନୋଟିସ, 56, ପ୍ରକାଶ, 904, ପ୍ଲଟ, 73, ନୋଟିସ, 142, xyxy=(494,224,881,233)
body-text-line: ଜିଲ୍ଲା, 337, ପ୍ଲଟ, 584, ସମ୍ବଲପୁର, 119, ଜମି, 119, ନୋଟିସ, 130, ଜିଲ୍ଲା, 862, ସ୍ଥିତି, 393, ଡିସମିଲ, 8 xyxy=(934,377,1323,386)
registration-cross-icon xyxy=(1384,6,1408,30)
schedule-text-line: ମୌଜା, 112, ରକବା, 404, ଖାତା, 206, ଡିସମିଲ, 830, ଜିଲ୍ଲା, 53, ନୋଟିସ, 619, ଅନୁସୂଚୀ, 440, ଅନୁସୂଚୀ, 493 xyxy=(934,1459,1332,1468)
schedule-text-line: ପ୍ଲଟ, 295, ପ୍ରକାଶ, 362, ଜିଲ୍ଲା, 561, , 237, ଅନୁସୂଚୀ, 501, ଜିଲ୍ଲା, 430, ଅନୁସୂଚୀ, 170, ଜିଲ୍ଲା, 131 xyxy=(934,1915,1324,1924)
body-text-line: ଏକର, 410, ଡିସମିଲ, 823, ଜମି, 346, ଏକର, 591, ଅନୁସୂଚୀ, 534, ପ୍ଲଟ, 521, ସ୍ଥିତି, 563, ଜିଲ୍ଲା, 137, , xyxy=(494,2132,889,2141)
schedule-text-line: ମୌଜା, 601, ଜିଲ୍ଲା, 55, ଡିସମିଲ, 241, ନୋଟିସ, 505, ଅନୁସୂଚୀ, 156, ଖାତା, 73, ମୌଜା, 401, ପ୍ରକାଶ, 650, xyxy=(934,2413,1333,2421)
body-text-line: ଡିସମିଲ, 397, ଖାତା, 135, ଏକର, 783, ପ୍ରକାଶ, 352, ପ୍ରକାଶ, 521, ରକବା, 733, ନୋଟିସ, 100, , 799, ସମ୍ବଲପ xyxy=(494,1544,911,1567)
body-text-line: ଖାତା, 821, ପ୍ଲଟ, 460, , 64, ପ୍ରକାଶ, 679, , 15, ପ୍ରକାଶ, 350, ଜିଲ୍ଲା, 829, ଏକର, 263, ଜମି, 528, , 6 xyxy=(494,1333,911,1341)
body-text-line: ସମ୍ବଲପୁର, 630, ଜିଲ୍ଲା, 472, ମୌଜା, 446, , 797, ଜମି, 836, ପ୍ରକାଶ, 541, ରକବା, 56, ଜିଲ୍ଲା, 692, ନୋଟି xyxy=(494,300,901,308)
schedule-text-line: ପ୍ରକାଶ, 626, ନୋଟିସ, 456, ମୌଜା, 396, ସମ୍ବଲପୁର, 857, ସ୍ଥିତି, 517, ରକବା, 321, ପ୍ରକାଶ, 880, ଖାତା, 47 xyxy=(48,1470,451,1479)
body-text-line: ଡିସମିଲ, 352, ସ୍ଥିତି, 316, ଖାତା, 845, ଖାତା, 285, ପ୍ରକାଶ, 846, , 307, ଡିସମିଲ, 510, ନୋଟିସ, 269, ପ୍ର xyxy=(494,503,887,512)
cmk-marks: C M K xyxy=(11,62,23,105)
body-text-line: ସମ୍ବଲପୁର, 674, ନୋଟିସ, 440, ଜିଲ୍ଲା, 683, ଏକର, 413, ଏକର, 210, ଜିଲ୍ଲା, 816, ପ୍ଲଟ, 544, ପ୍ରକାଶ, 471, xyxy=(494,1925,910,1933)
schedule-text-line: ମୌଜା, 682, ପ୍ଲଟ, 590, ନୋଟିସ, 131, ସ୍ଥିତି, 148, ଖାତା, 554, ସମ୍ବଲପୁର, 125, ଜମି, 507, ଜିଲ୍ଲା, 10, ଜ xyxy=(48,905,445,913)
schedule-text-line: ମୌଜା, 460, ନୋଟିସ, 144, ଜିଲ୍ଲା, 17, ଜିଲ୍ଲା, 355, ପ୍ଲଟ, 703, ଡିସମିଲ, 872, ଅନୁସୂଚୀ, 741, ଖାତା, 653, xyxy=(48,754,445,763)
body-text-line: , 733, ପ୍ଲଟ, 270, ମୌଜା, 762, ସମ୍ବଲପୁର, 786, ମୌଜା, 587, ପ୍ରକାଶ, 376, ଅନୁସୂଚୀ, 130, ଖାତା, 895, ଏକର xyxy=(494,944,907,968)
body-text-line: ଜମି, 695, ନୋଟିସ, 255, ଜିଲ୍ଲା, 880, ଅନୁସୂଚୀ, 316, ଏକର, 173, ସ୍ଥିତି, 329, ଡିସମିଲ, 229, ଜମି, 783, ଏ xyxy=(934,320,1327,329)
schedule-text-line: ମୌଜା, 208, ଅନୁସୂଚୀ, 871, ପ୍ଲଟ, 344, ଜମି, 239, ସ୍ଥିତି, 432, ପ୍ଲଟ, 369, ଖାତା, 61, ପ୍ଲଟ, 785, ଡିସମି xyxy=(48,1395,442,1403)
body-text-line: ସମ୍ବଲପୁର, 18, ରକବା, 119, ପ୍ଲଟ, 208, ଅନୁସୂଚୀ, 263, ପ୍ରକାଶ, 428, ମୌଜା, 214, ନୋଟିସ, 99, ନୋଟିସ, 128, xyxy=(494,172,910,180)
schedule-text-line: ଜିଲ୍ଲା, 369, ରକବା, 605, ନୋଟିସ, 662, ପ୍ରକାଶ, 418, ଏକର, 217, ପ୍ରକାଶ, 71, ସମ୍ବଲପୁର, 358, ଜମି, 422, xyxy=(934,1354,1332,1377)
schedule-text-line: ମୌଜା, 584, ପ୍ଲଟ, 537, ମୌଜା, 346, ଜମି, 87, ଅନୁସୂଚୀ, 604, ସମ୍ବଲପୁର, 10, ମୌଜା, 681, ମୌଜା, 663, ପ୍ରକ xyxy=(48,1131,467,1140)
body-text-line: ପ୍ରକାଶ, 490, ମୌଜା, 673, ଡିସମିଲ, 511, ସମ୍ବଲପୁର, 681, ଅନୁସୂଚୀ, 827, ଏକର, 562, ଏକର, 163, ପ୍ଲଟ, 73, xyxy=(48,339,466,348)
schedule-text-line: ଜମି, 867, ମୌଜା, 113, ପ୍ଲଟ, 813, , 45, ସ୍ଥିତି, 155, ପ୍ରକାଶ, 752, ଜିଲ୍ଲା, 315, ଜିଲ୍ଲା, 188, ଏକର, 1 xyxy=(48,1150,446,1158)
date-line: ସମ୍ବଲପୁର , ବା ୧୯ | ୦୧ | ୨୦୨୪ ରିଖ , ରବିବାର xyxy=(45,13,413,34)
schedule-text-line: ମୌଜା, 619, ସ୍ଥିତି, 616, ଜମି, 822, ପ୍ରକାଶ, 450, ଅନୁସୂଚୀ, 577, , 47, ଜିଲ୍ଲା, 72, ସମ୍ବଲପୁର, 430, ଜମ xyxy=(934,2040,1329,2048)
body-text-line: ମୌଜା, 651, ଜିଲ୍ଲା, 527, ରକବା, 112, ଜିଲ୍ଲା, 119, ଅନୁସୂଚୀ, 426, ନୋଟିସ, 475, ସମ୍ବଲପୁର, 279, ଏକର, 21 xyxy=(48,415,455,423)
body-text-line: ପ୍ରକାଶ, 746, ଡିସମିଲ, 117, ସମ୍ବଲପୁର, 899, ଏକର, 501, ଖାତା, 903, ଏକର, 49, ଜମି, 49, ଏକର, 681, ସ୍ଥିତି xyxy=(494,2241,904,2250)
body-text-line: ପ୍ରକାଶ, 631, ସମ୍ବଲପୁର, 252, ଜିଲ୍ଲା, 705, ରକବା, 135, ନୋଟିସ, 253, ଜମି, 737, ଅନୁସୂଚୀ, 531, , 646, ଡ xyxy=(934,430,1333,453)
body-text-line: ନୋଟିସ, 867, ଖାତା, 595, ଜିଲ୍ଲା, 179, ରକବା, 595, ରକବା, 887, , 68, ସମ୍ବଲପୁର, 514, ଡିସମିଲ, 271, ଏକର, xyxy=(494,978,910,987)
body-text-line: ନୋଟିସ, 270, ଜମି, 32, ନୋଟିସ, 749, ମୌଜା, 98, ସମ୍ବଲପୁର, 124, ଅନୁସୂଚୀ, 138, ପ୍ରକାଶ, 117, ପ୍ରକାଶ, 207 xyxy=(494,371,904,380)
body-text-line: ପ୍ରକାଶ, 176, , 193, ପ୍ଲଟ, 599, ସମ୍ବଲପୁର, 170, ଖାତା, 552, ଜମି, 55, ଖାତା, 657, ପ୍ରକାଶ, 302, ଖାତା, xyxy=(494,134,899,142)
body-text-line: ପ୍ଲଟ, 14, ଡିସମିଲ, 424, ଜମି, 356, ମୌଜା, 587, ମୌଜା, 562, ଡିସମିଲ, 291, ଅନୁସୂଚୀ, 153, ଅନୁସୂଚୀ, 391, xyxy=(934,75,1336,84)
schedule-text-line: , 542, ଅନୁସୂଚୀ, 114, ମୌଜା, 773, ଏକର, 99, ମୌଜା, 335, ଖାତା, 392, ଖାତା, 148, ମୌଜା, 847, ପ୍ଲଟ, 701, xyxy=(48,1602,463,1611)
body-text-line: ଜମି, 351, ସ୍ଥିତି, 831, ସ୍ଥିତି, 199, ରକବା, 833, ଜମି, 777, ଡିସମିଲ, 143, ସ୍ଥିତି, 907, ନୋଟିସ, 115, ସ xyxy=(48,509,420,517)
body-text-line: ସମ୍ବଲପୁର, 427, ଜମି, 404, ଜିଲ୍ଲା, 281, ସମ୍ବଲପୁର, 702, ସ୍ଥିତି, 177, ଡିସମିଲ, 284, ମୌଜା, 669, ସମ୍ବଲପ xyxy=(494,1239,892,1247)
schedule-text-line: ଖାତା, 712, ଜମି, 603, ପ୍ରକାଶ, 370, ମୌଜା, 826, ଡିସମିଲ, 747, ସମ୍ବଲପୁର, 879, ମୌଜା, 432, ଜମି, 484, ପ୍ xyxy=(48,792,460,800)
body-text-line: ଅନୁସୂଚୀ, 364, ଏକର, 617, ଜମି, 726, ପ୍ଲଟ, 767, ସ୍ଥିତି, 684, ଡିସମିଲ, 390, ଅନୁସୂଚୀ, 461, ଡିସମିଲ, 743 xyxy=(494,1981,886,1990)
body-text-line: ମୌଜା, 496, ପ୍ରକାଶ, 635, ଏକର, 761, ଅନୁସୂଚୀ, 853, ଜିଲ୍ଲା, 156, ନୋଟିସ, 879, ଜମି, 802, ଏକର, 868, ଅନୁ xyxy=(48,132,462,140)
body-text-line: ଖାତା, 515, ମୌଜା, 883, ଏକର, 139, ସ୍ଥିତି, 660, ଡିସମିଲ, 491, ଡିସମିଲ, 644, ଖାତା, 396, ପ୍ଲଟ, 392, ସମ୍ xyxy=(494,763,894,772)
cmk-marks: C M K xyxy=(1391,1155,1403,1197)
body-text-line: ପ୍ଲଟ, 772, ଖାତା, 626, ରକବା, 13, ଡିସମିଲ, 77, ଡିସମିଲ, 128, ଅନୁସୂଚୀ, 145, ସମ୍ବଲପୁର, 273, ପ୍ଲଟ, 21, xyxy=(48,302,453,310)
cmk-marks: C M K xyxy=(1391,62,1403,105)
body-text-line: ସମ୍ବଲପୁର, 839, ପ୍ରକାଶ, 369, ଜମି, 908, ମୌଜା, 170, , 430, ମୌଜା, 834, , 192, ପ୍ଲଟ, 383, ସମ୍ବଲପୁର, 4 xyxy=(494,1578,909,1601)
schedule-text-line: ଜମି, 236, ଜମି, 102, ସମ୍ବଲପୁର, 423, ଜମି, 377, ନୋଟିସ, 807, ସ୍ଥିତି, 725, ନୋଟିସ, 709, ରକବା, 603, ପ୍ର xyxy=(934,2519,1335,2527)
schedule-text-line: ପ୍ରକାଶ, 729, ଅନୁସୂଚୀ, 112, ନୋଟିସ, 371, ମୌଜା, 218, ଜିଲ୍ଲା, 831, ଖାତା, 854, ସମ୍ବଲପୁର, 99, ମୌଜା, 24 xyxy=(48,811,453,819)
body-text-line: ଖାତା, 652, ଜମି, 247, ଜମି, 697, ଜମି, 880, ଡିସମିଲ, 439, ପ୍ରକାଶ, 787, ଅନୁସୂଚୀ, 400, ଖାତା, 623, ସ୍ଥି xyxy=(494,1054,882,1062)
schedule-text-line: ରକବା, 769, ମୌଜା, 852, ଜମି, 268, ଏକର, 761, , 441, ଖାତା, 788, ପ୍ରକାଶ, 744, ମୌଜା, 422, , 899, ନୋଟିସ xyxy=(934,1847,1335,1871)
body-text-line: ନୋଟିସ, 751, ଡିସମିଲ, 617, ସ୍ଥିତି, 659, ପ୍ରକାଶ, 790, ମୌଜା, 686, ଖାତା, 193, ନୋଟିସ, 321, ପ୍ରକାଶ, 348 xyxy=(494,835,892,844)
schedule-text-line: ପ୍ରକାଶ, 515, ଜିଲ୍ଲା, 761, , 17, ରକବା, 195, ଅନୁସୂଚୀ, 572, ପ୍ରକାଶ, 893, ସମ୍ବଲପୁର, 568, ସ୍ଥିତି, 275 xyxy=(934,1173,1327,1181)
body-text-line: ଜିଲ୍ଲା, 733, ପ୍ରକାଶ, 320, ଜମି, 540, ମୌଜା, 137, ରକବା, 522, ଜିଲ୍ଲା, 172, ମୌଜା, 433, ପ୍ରକାଶ, 215, ର xyxy=(934,566,1335,589)
schedule-text-line: ରକବା, 559, ସ୍ଥିତି, 132, ପ୍ରକାଶ, 170, ଅନୁସୂଚୀ, 218, ପ୍ରକାଶ, 87, , 556, ମୌଜା, 168, ନୋଟିସ, 735, ପ୍ଲ xyxy=(934,1191,1334,1200)
schedule-text-line: ନୋଟିସ, 531, ରକବା, 541, , 438, ମୌଜା, 501, ପ୍ରକାଶ, 274, ଏକର, 469, ଡିସମିଲ, 62, ପ୍ରକାଶ, 299, ଡିସମିଲ, xyxy=(934,2115,1324,2139)
body-text-line: ଏକର, 42, ଜମି, 561, ଜିଲ୍ଲା, 802, ଡିସମିଲ, 41, ନୋଟିସ, 724, ଜମି, 462, ସ୍ଥିତି, 832, ଖାତା, 578, ଏକର, 2 xyxy=(934,57,1333,65)
body-text-line: ସ୍ଥିତି, 306, ଅନୁସୂଚୀ, 131, ଅନୁସୂଚୀ, 889, ମୌଜା, 423, ଡିସମିଲ, 145, ରକବା, 334, ଏକର, 532, ସମ୍ବଲପୁର, xyxy=(494,353,887,361)
body-text-line: ପ୍ରକାଶ, 264, ଜିଲ୍ଲା, 472, ସ୍ଥିତି, 34, ଜିଲ୍ଲା, 529, ଖାତା, 701, ଡିସମିଲ, 161, , 86, ଜମି, 22, ରକବା, xyxy=(934,667,1316,676)
body-text-line: ନୋଟିସ, 313, ରକବା, 641, ସ୍ଥିତି, 890, ରକବା, 637, ରକବା, 829, ଖାତା, 274, ଡିସମିଲ, 853, ଜମି, 708, ଜମି, xyxy=(934,1067,1336,1075)
schedule-text-line: ଅନୁସୂଚୀ, 198, ରକବା, 469, , 351, ରକବା, 854, ଜମି, 356, ପ୍ରକାଶ, 401, ସମ୍ବଲପୁର, 401, ପ୍ରକାଶ, 134, ଏକ xyxy=(48,679,466,687)
body-text-line: ପ୍ଲଟ, 850, ପ୍ରକାଶ, 872, ଖାତା, 803, ରକବା, 756, ଖାତା, 908, ଜିଲ୍ଲା, 103, ଖାତା, 453, ସ୍ଥିତି, 836, ମୌ xyxy=(494,1295,888,1304)
body-text-line: ମୌଜା, 319, ନୋଟିସ, 831, ନୋଟିସ, 776, ଏକର, 698, ରକବା, 208, ନୋଟିସ, 483, ଡିସମିଲ, 169, ଏକର, 876, ଜମି, xyxy=(934,464,1336,487)
body-text-line: ଜମି, 602, ସମ୍ବଲପୁର, 898, ରକବା, 505, ଅନୁସୂଚୀ, 432, ପ୍ରକାଶ, 859, ଅନୁସୂଚୀ, 630, ସ୍ଥିତି, 55, ଜମି, 71 xyxy=(494,1352,884,1360)
body-text-line: ଜିଲ୍ଲା, 34, ସମ୍ବଲପୁର, 477, ପ୍ଲଟ, 86, ସମ୍ବଲପୁର, 505, ନୋଟିସ, 45, ଜିଲ୍ଲା, 684, ସମ୍ବଲପୁର, 367, ଜମି, xyxy=(48,94,448,103)
schedule-text-line: ଖାତା, 386, ଡିସମିଲ, 96, ନୋଟିସ, 872, ସମ୍ବଲପୁର, 457, ନୋଟିସ, 464, ଡିସମିଲ, 771, ସ୍ଥିତି, 820, ମୌଜା, 62 xyxy=(934,1512,1331,1520)
body-text-line: ନୋଟିସ, 24, ଖାତା, 883, ଡିସମିଲ, 431, ଜମି, 744, ସମ୍ବଲପୁର, 467, ଅନୁସୂଚୀ, 311, ଅନୁସୂଚୀ, 155, ଡିସମିଲ, xyxy=(494,782,886,791)
schedule-text-line: ଜମି, 477, ସ୍ଥିତି, 166, ଅନୁସୂଚୀ, 742, ରକବା, 385, ସ୍ଥିତି, 137, ଏକର, 411, ସ୍ଥିତି, 783, , 400, ଜମି, xyxy=(934,2341,1304,2350)
body-text-line: ନୋଟିସ, 909, ସ୍ଥିତି, 121, ପ୍ଲଟ, 588, ପ୍ରକାଶ, 887, ସ୍ଥିତି, 363, ଅନୁସୂଚୀ, 127, , 157, ରକବା, 597, ନୋ xyxy=(494,1016,881,1025)
schedule-text-line: ମୌଜା, 318, ଡିସମିଲ, 389, , 49, ସ୍ଥିତି, 475, ମୌଜା, 310, ଅନୁସୂଚୀ, 267, ଜିଲ୍ଲା, 223, ଜିଲ୍ଲା, 523, ଖା xyxy=(934,1670,1321,1679)
body-text-line: ଜମି, 271, ପ୍ଲଟ, 413, ରକବା, 65, ଜିଲ୍ଲା, 539, ଜମି, 512, ଅନୁସୂଚୀ, 28, ଖାତା, 599, ସମ୍ବଲପୁର, 502, ରକବ xyxy=(934,268,1331,291)
body-text-line: ଏକର, 11, ପ୍ରକାଶ, 727, , 420, ପ୍ରକାଶ, 800, ସମ୍ବଲପୁର, 647, ଜମି, 703, ମୌଜା, 181, ଜିଲ୍ଲା, 158, ମୌଜା, xyxy=(494,190,885,214)
column-1 xyxy=(41,48,479,2069)
body-text-line: ଜମି, 187, ଜମି, 342, ଏକର, 307, ରକବା, 493, ପ୍ରକାଶ, 478, ସମ୍ବଲପୁର, 307, ପ୍ଲଟ, 591, , 506, ଏକର, 899, xyxy=(494,1491,911,1515)
body-text-line: ପ୍ରକାଶ, 95, ଜମି, 73, ରକବା, 507, ଅନୁସୂଚୀ, 573, ଅନୁସୂଚୀ, 215, ମୌଜା, 246, ଏକର, 342, ଅନୁସୂଚୀ, 349, , xyxy=(494,1107,901,1115)
schedule-text-line: , 406, ଖାତା, 331, ଏକର, 888, ଡିସମିଲ, 822, , 645, ପ୍ଲଟ, 633, ଅନୁସୂଚୀ, 331, ନୋଟିସ, 450, ଅନୁସୂଚୀ, 86 xyxy=(48,867,457,876)
schedule-text-line: ମୌଜା, 222, , 218, ଖାତା, 425, ରକବା, 52, ନୋଟିସ, 179, ସମ୍ବଲପୁର, 550, ଜମି, 575, ଜିଲ୍ଲା, 32, ଖାତା, 36 xyxy=(48,622,457,631)
body-text-line: ନୋଟିସ, 105, ଜମି, 137, ପ୍ଲଟ, 511, ଅନୁସୂଚୀ, 340, ପ୍ରକାଶ, 902, ରକବା, 640, ସମ୍ବଲପୁର, 667, ପ୍ଲଟ, 59, xyxy=(48,358,458,367)
body-text-line: ମୌଜା, 117, ପ୍ଲଟ, 197, ଏକର, 86, ପ୍ରକାଶ, 198, ଅନୁସୂଚୀ, 108, ଡିସମିଲ, 762, ସମ୍ବଲପୁର, 70, ପ୍ରକାଶ, 811 xyxy=(494,1706,911,1715)
schedule-text-line: ପ୍ଲଟ, 814, ଡିସମିଲ, 192, ସମ୍ବଲପୁର, 369, ଖାତା, 189, ଅନୁସୂଚୀ, 864, ଏକର, 372, ରକବା, 156, ରକବା, 728, xyxy=(48,1206,461,1215)
schedule-text-line: ପ୍ଲଟ, 838, ଏକର, 94, ସ୍ଥିତି, 615, ଏକର, 446, ଏକର, 599, ଜମି, 351, ଖାତା, 347, , 897, ଅନୁସୂଚୀ, 879, ଖ xyxy=(48,1489,460,1498)
body-text-line: ସମ୍ବଲପୁର, 318, ସ୍ଥିତି, 810, ପ୍ଲଟ, 212, ଜିଲ୍ଲା, 736, ସ୍ଥିତି, 159, ଖାତା, 325, ମୌଜା, 46, , 299, ପ୍ର xyxy=(934,94,1317,103)
body-text-line: ଏକର, 125, ମୌଜା, 413, ସ୍ଥିତି, 411, ପ୍ଲଟ, 830, ପ୍ରକାଶ, 649, ପ୍ରକାଶ, 211, ଜିଲ୍ଲା, 428, ଏକର, 777, ଡି xyxy=(494,1687,900,1696)
schedule-text-line: ସମ୍ବଲପୁର, 40, ମୌଜା, 103, ରକବା, 777, ଡିସମିଲ, 71, ସ୍ଥିତି, 565, ରକବା, 802, ସ୍ଥିତି, 793, ପ୍ଲଟ, 18, ଜ xyxy=(48,697,443,706)
schedule-text-line: ରକବା, 535, ପ୍ରକାଶ, 459, ଅନୁସୂଚୀ, 460, ପ୍ରକାଶ, 749, ରକବା, 404, ସମ୍ବଲପୁର, 469, ମୌଜା, 455, ମୌଜା, 84 xyxy=(934,1813,1312,1837)
schedule-text-line: ଡିସମିଲ, 682, ଜିଲ୍ଲା, 97, ଜିଲ୍ଲା, 33, ଅନୁସୂଚୀ, 68, ପ୍ରକାଶ, 247, , 280, ସମ୍ବଲପୁର, 246, ନୋଟିସ, 89, xyxy=(934,2021,1326,2029)
body-text-line: ସ୍ଥିତି, 867, ସମ୍ବଲପୁର, 690, ପ୍ଲଟ, 678, ନୋଟିସ, 376, ପ୍ରକାଶ, 495, ନୋଟିସ, 14, ଖାତା, 176, ମୌଜା, 93, xyxy=(494,96,892,105)
body-text-line: ନୋଟିସ, 769, ଜିଲ୍ଲା, 766, ମୌଜା, 72, ଡିସମିଲ, 600, ପ୍ରକାଶ, 727, ଜିଲ୍ଲା, 197, ଖାତା, 222, ଜମି, 580, ପ xyxy=(494,2185,896,2193)
body-text-line: ପ୍ରକାଶ, 501, ସମ୍ବଲପୁର, 889, , 688, ଅନୁସୂଚୀ, 607, ନୋଟିସ, 526, ସମ୍ବଲପୁର, 788, ପ୍ରକାଶ, 504, ଜିଲ୍ଲା, xyxy=(494,613,898,621)
col1-subhead-1: ସୂଚନାପତ୍ର xyxy=(48,530,86,539)
schedule-text-line: ଏକର, 221, ସ୍ଥିତି, 773, ଜିଲ୍ଲା, 625, ପ୍ରକାଶ, 421, ଅନୁସୂଚୀ, 471, ଏକର, 553, ସ୍ଥିତି, 313, ନୋଟିସ, 260 xyxy=(934,1968,1319,1977)
body-text-line: ପ୍ରକାଶ, 739, , 371, ସମ୍ବଲପୁର, 23, ଖାତା, 775, ଡିସମିଲ, 571, ପ୍ରକାଶ, 621, ସ୍ଥିତି, 703, ଜିଲ୍ଲା, 463, xyxy=(494,2113,886,2122)
body-text-line: ଜିଲ୍ଲା, 815, ପ୍ଲଟ, 620, ଡିସମିଲ, 835, ମୌଜା, 71, ପ୍ରକାଶ, 606, , 685, ସ୍ଥିତି, 18, ଡିସମିଲ, 484, ନୋଟି xyxy=(494,1649,888,1658)
body-text-line: ଏକର, 894, ନୋଟିସ, 572, ଜିଲ୍ଲା, 149, ରକବା, 269, ଜମି, 344, ଡିସମିଲ, 152, ଜିଲ୍ଲା, 236, ମୌଜା, 208, ସ୍ଥ xyxy=(494,2057,896,2065)
schedule-text-line: ସ୍ଥିତି, 176, ଅନୁସୂଚୀ, 513, ଜିଲ୍ଲା, 305, ରକବା, 829, ଖାତା, 530, ସମ୍ବଲପୁର, 519, ଏକର, 774, ଏକର, 539, xyxy=(48,1169,449,1177)
body-text-line: ଡିସମିଲ, 434, ସମ୍ବଲପୁର, 131, , 37, ଜିଲ୍ଲା, 265, ପ୍ରକାଶ, 92, ଏକର, 162, ନୋଟିସ, 787, ଜମି, 845, , 879 xyxy=(494,594,909,602)
schedule-text-line: ରକବା, 665, ପ୍ଲଟ, 339, ମୌଜା, 669, ଏକର, 230, ମୌଜା, 169, ପ୍ରକାଶ, 695, ଜିଲ୍ଲା, 887, ଖାତା, 890, ରକବା, xyxy=(934,2485,1328,2508)
body-text-line: ଡିସମିଲ, 631, ରକବା, 37, ଜମି, 430, ଏକର, 589, ମୌଜା, 358, ଅନୁସୂଚୀ, 748, ପ୍ଲଟ, 137, ଜମି, 70, ସମ୍ବଲପୁର xyxy=(48,207,465,216)
body-text-line: ମୌଜା, 818, ଅନୁସୂଚୀ, 629, ପ୍ଲଟ, 582, ଅନୁସୂଚୀ, 391, ଖାତା, 132, ନୋଟିସ, 649, ଜିଲ୍ଲା, 55, ମୌଜା, 726, xyxy=(494,390,891,399)
schedule-text-line: ନୋଟିସ, 257, ଜମି, 157, ପ୍ଲଟ, 90, ପ୍ଲଟ, 599, ଡିସମିଲ, 396, ଏକର, 659, ସ୍ଥିତି, 32, ଖାତା, 127, ସ୍ଥିତି, xyxy=(48,924,437,932)
schedule-text-line: ନୋଟିସ, 100, ପ୍ରକାଶ, 88, ନୋଟିସ, 65, ଜିଲ୍ଲା, 907, ପ୍ରକାଶ, 59, ଡିସମିଲ, 633, ପ୍ଲଟ, 406, ରକବା, 322, ଖ xyxy=(934,1602,1336,1626)
body-text-line: ନୋଟିସ, 121, ଏକର, 600, ଖାତା, 312, ଜିଲ୍ଲା, 400, ଅନୁସୂଚୀ, 177, ଜିଲ୍ଲା, 519, ମୌଜା, 671, ସମ୍ବଲପୁର, 14 xyxy=(934,599,1332,623)
body-text-line: ମୌଜା, 199, ଜମି, 274, ସମ୍ବଲପୁର, 703, ଡିସମିଲ, 65, ପ୍ରକାଶ, 403, ପ୍ରକାଶ, 129, ନୋଟିସ, 122, ଏକର, 524, xyxy=(934,773,1327,796)
body-text-line: ପ୍ରକାଶ, 710, ଏକର, 524, ଜମି, 625, ନୋଟିସ, 92, ଜମି, 870, ସ୍ଥିତି, 668, ଜମି, 866, ରକବା, 607, ଏକର, 503 xyxy=(48,189,459,197)
schedule-text-line: , 30, ଏକର, 143, ଏକର, 266, , 211, ମୌଜା, 754, ସ୍ଥିତି, 441, ଜମି, 183, , 357, ନୋଟିସ, 308, ସ୍ଥିତି, 24 xyxy=(48,1282,451,1290)
body-text-line: ରକବା, 317, ଡିସମିଲ, 334, ଡିସମିଲ, 805, ଜମି, 908, ରକବା, 588, ଜମି, 656, ଜିଲ୍ଲା, 790, ପ୍ଲଟ, 834, ମୌଜା xyxy=(934,633,1324,657)
schedule-text-line: ଡିସମିଲ, 792, ସମ୍ବଲପୁର, 395, ସମ୍ବଲପୁର, 454, ଅନୁସୂଚୀ, 144, ସମ୍ବଲପୁର, 312, ନୋଟିସ, 868, ଅନୁସୂଚୀ, 589 xyxy=(934,1934,1333,1958)
body-text-line: ସ୍ଥିତି, 654, ମୌଜା, 513, ସ୍ଥିତି, 604, ଖାତା, 871, ଜମି, 327, ଖାତା, 448, ପ୍ଲଟ, 180, ସ୍ଥିତି, 533, ଖାତ xyxy=(494,262,864,271)
body-text-line: ଖାତା, 147, ପ୍ରକାଶ, 661, , 541, ନୋଟିସ, 831, ଜମି, 142, ଅନୁସୂଚୀ, 752, , 906, , 314, , 855, ଏକର, 673 xyxy=(494,1404,907,1428)
body-text-line: ଜିଲ୍ଲା, 154, , 543, ନୋଟିସ, 898, , 463, ଜିଲ୍ଲା, 549, ପ୍ରକାଶ, 734, , 163, ଅନୁସୂଚୀ, 346, ରକବା, 462, xyxy=(494,1778,898,1786)
body-text-line: ସମ୍ବଲପୁର, 540, ମୌଜା, 505, ଜିଲ୍ଲା, 70, ଅନୁସୂଚୀ, 778, ଅନୁସୂଚୀ, 240, ଖାତା, 35, ପ୍ଲଟ, 707, ଜିଲ୍ଲା, 6 xyxy=(934,1014,1327,1023)
page-number: 5 xyxy=(1394,2111,1401,2124)
body-text-line: ମୌଜା, 719, ପ୍ରକାଶ, 137, ଡିସମିଲ, 499, ଡିସମିଲ, 16, ଅନୁସୂଚୀ, 865, ରକବା, 591, ଡିସମିଲ, 305, ପ୍ରକାଶ, 8 xyxy=(494,1144,902,1153)
schedule-text-line: ରକବା, 728, ନୋଟିସ, 536, ଜିଲ୍ଲା, 556, ଡିସମିଲ, 896, , 835, ଏକର, 118, ଜମି, 856, ମୌଜା, 126, ସ୍ଥିତି, 2 xyxy=(934,1406,1328,1430)
schedule-text-line: ଡିସମିଲ, 678, ଡିସମିଲ, 258, ସମ୍ବଲପୁର, 248, ମୌଜା, 159, ପ୍ଲଟ, 469, ଅନୁସୂଚୀ, 323, ଜିଲ୍ଲା, 332, ଡିସମିଲ xyxy=(934,2077,1336,2086)
schedule-text-line: ନୋଟିସ, 605, ଜମି, 538, ଏକର, 704, ଜିଲ୍ଲା, 147, ଜମି, 578, ପ୍ଲଟ, 774, ଅନୁସୂଚୀ, 580, ଜିଲ୍ଲା, 108, ନୋଟ xyxy=(48,848,453,857)
schedule-text-line: ପ୍ଲଟ, 402, ଏକର, 38, ଅନୁସୂଚୀ, 52, ଡିସମିଲ, 653, ମୌଜା, 21, ନୋଟିସ, 98, ଜିଲ୍ଲା, 397, ରକବା, 494, ଏକର, xyxy=(934,2255,1336,2278)
body-text-line: , 478, ଅନୁସୂଚୀ, 375, ଜିଲ୍ଲା, 159, ସ୍ଥିତି, 110, ଅନୁସୂଚୀ, 671, ସମ୍ବଲପୁର, 753, ଅନୁସୂଚୀ, 234, ପ୍ରକାଶ xyxy=(48,226,427,235)
body-text-line: ଜମି, 227, ଡିସମିଲ, 701, ଜିଲ୍ଲା, 395, , 89, ଜମି, 126, ନୋଟିସ, 518, ଏକର, 742, , 143, ମୌଜା, 732, ଡିସମ xyxy=(494,1201,910,1209)
body-text-line: ଖାତା, 657, ଅନୁସୂଚୀ, 229, ଜମି, 267, ଜିଲ୍ଲା, 315, ଖାତା, 185, ନୋଟିସ, 654, ସମ୍ବଲପୁର, 266, ଜମି, 832, xyxy=(494,726,888,734)
registration-cross-icon xyxy=(6,2103,30,2127)
schedule-text-line: ଖାତା, 473, ସ୍ଥିତି, 490, ଅନୁସୂଚୀ, 618, ଏକର, 366, ପ୍ଲଟ, 214, ଡିସମିଲ, 205, ଅନୁସୂଚୀ, 51, ଏକର, 729, ପ xyxy=(934,1387,1333,1396)
body-text-line: ଜମି, 598, ଜମି, 611, ରକବା, 34, ଡିସମିଲ, 479, ଅନୁସୂଚୀ, 22, ନୋଟିସ, 810, ରକବା, 151, ଏକର, 225, ଡିସମିଲ, xyxy=(494,1631,907,1639)
body-text-line: , 792, ସ୍ଥିତି, 818, ନୋଟିସ, 554, ଜମି, 711, ରକବା, 267, , 466, ପ୍ରକାଶ, 421, ଅନୁସୂଚୀ, 507, ଏକର, 71, xyxy=(48,57,449,65)
schedule-text-line: ରକବା, 866, ପ୍ରକାଶ, 682, ସ୍ଥିତି, 375, ପ୍ରକାଶ, 755, , 602, ଜିଲ୍ଲା, 658, ମୌଜା, 136, ସମ୍ବଲପୁର, 113, xyxy=(48,961,445,970)
body-text-line: ସ୍ଥିତି, 761, ଅନୁସୂଚୀ, 485, ରକବା, 608, ଜିଲ୍ଲା, 274, ଜିଲ୍ଲା, 95, ସମ୍ବଲପୁର, 148, ଡିସମିଲ, 378, ଖାତା, xyxy=(48,377,429,386)
schedule-text-line: ଡିସମିଲ, 271, ଜମି, 800, ଜମି, 240, ନୋଟିସ, 801, ସ୍ଥିତି, 262, ଏକର, 465, ଅନୁସୂଚୀ, 224, ନୋଟିସ, 514, ଏକ xyxy=(48,1244,448,1253)
body-text-line: ପ୍ରକାଶ, 755, ପ୍ରକାଶ, 831, ଡିସମିଲ, 295, , 24, ମୌଜା, 164, ସ୍ଥିତି, 225, , 686, ଖାତା, 689, ଜିଲ୍ଲା, 8 xyxy=(494,1849,889,1858)
schedule-text-line: ଖାତା, 90, ଅନୁସୂଚୀ, 596, ପ୍ରକାଶ, 867, ସ୍ଥିତି, 749, ପ୍ରକାଶ, 351, ଜିଲ୍ଲା, 753, ପ୍ରକାଶ, 799, ସମ୍ବଲପୁ xyxy=(934,2096,1319,2105)
body-text-line: ସମ୍ବଲପୁର, 651, ଜମି, 123, ଖାତା, 640, ଅନୁସୂଚୀ, 110, ମୌଜା, 414, ଏକର, 594, ଅନୁସୂଚୀ, 562, ସ୍ଥିତି, 896 xyxy=(934,995,1328,1004)
body-text-line: ପ୍ରକାଶ, 603, ନୋଟିସ, 774, ଡିସମିଲ, 299, ଅନୁସୂଚୀ, 756, ଜିଲ୍ଲା, 891, ଜମି, 313, ରକବା, 201, ମୌଜା, 99, xyxy=(494,1125,895,1134)
body-text-line: ନୋଟିସ, 151, ଖାତା, 437, ପ୍ରକାଶ, 223, ଜିଲ୍ଲା, 451, ଖାତା, 835, ପ୍ଲଟ, 551, ଖାତା, 443, ଏକର, 424, ମୌଜା xyxy=(494,1220,903,1228)
schedule-text-line: ନୋଟିସ, 97, ଜମି, 509, ସ୍ଥିତି, 376, ନୋଟିସ, 75, ଜମି, 751, ସମ୍ବଲପୁର, 815, ସ୍ଥିତି, 244, , 84, ଜିଲ୍ଲା, xyxy=(48,999,428,1008)
body-text-line: ମୌଜା, 181, ମୌଜା, 832, ସ୍ଥିତି, 271, ରକବା, 276, ଜିଲ୍ଲା, 91, ଡିସମିଲ, 127, ପ୍ରକାଶ, 862, ସ୍ଥିତି, 541, xyxy=(494,1906,880,1914)
cmk-marks: C M K xyxy=(1391,2026,1403,2069)
schedule-text-line: ଜମି, 567, ରକବା, 813, ନୋଟିସ, 70, ଖାତା, 248, ସମ୍ବଲପୁର, 625, ଜମି, 45, ପ୍ରକାଶ, 620, ଅନୁସୂଚୀ, 328, ଖା xyxy=(48,1433,455,1441)
schedule-text-line: ମୌଜା, 397, ଅନୁସୂଚୀ, 589, , 34, ନୋଟିସ, 613, ସ୍ଥିତି, 468, ସ୍ଥିତି, 411, , 120, ଜିଲ୍ଲା, 339, ଏକର, 27 xyxy=(934,2432,1319,2440)
body-text-line: ନୋଟିସ, 780, ଏକର, 726, ପ୍ଲଟ, 582, ରକବା, 460, ଜିଲ୍ଲା, 537, ସ୍ଥିତି, 558, , 833, ନୋଟିସ, 240, , 224, xyxy=(494,1525,896,1534)
body-text-line: ଖାତା, 578, ଏକର, 249, ମୌଜା, 431, ମୌଜା, 334, ଖାତା, 136, ସମ୍ବଲପୁର, 481, ଡିସମିଲ, 781, ଏକର, 814, ଜମି, xyxy=(494,1438,906,1462)
body-text-line: ନୋଟିସ, 353, , 292, , 197, , 212, ପ୍ରକାଶ, 748, ନୋଟିସ, 483, ମୌଜା, 362, ଅନୁସୂଚୀ, 95, ଜିଲ୍ଲା, 661, ପ xyxy=(494,575,905,583)
body-text-line: ଅନୁସୂଚୀ, 656, ମୌଜା, 253, ଅନୁସୂଚୀ, 16, ମୌଜା, 389, ଖାତା, 284, , 477, ମୌଜା, 414, ଖାତା, 106, ମୌଜା, 8 xyxy=(494,669,902,678)
schedule-text-line: ସମ୍ବଲପୁର, 194, ରକବା, 902, ସ୍ଥିତି, 86, ଖାତା, 58, ଏକର, 196, ସମ୍ବଲପୁର, 45, ପ୍ଲଟ, 314, ଅନୁସୂଚୀ, 883, xyxy=(934,1881,1327,1905)
body-text-line: , 339, ପ୍ରକାଶ, 906, ସ୍ଥିତି, 662, ଖାତା, 183, ରକବା, 215, ପ୍ରକାଶ, 868, ଖାତା, 520, ସ୍ଥିତି, 715, ନୋଟି xyxy=(494,1868,878,1877)
body-text-line: ରକବା, 627, ସମ୍ବଲପୁର, 832, ପ୍ଲଟ, 247, ପ୍ଲଟ, 183, ପ୍ରକାଶ, 218, ଏକର, 397, ଜିଲ୍ଲା, 430, ଜମି, 396, ରକ xyxy=(494,2151,901,2174)
body-text-line: ସମ୍ବଲପୁର, 832, , 436, ଡିସମିଲ, 773, ରକବା, 286, ଏକର, 88, ଡିସମିଲ, 155, ଜିଲ୍ଲା, 632, ଅନୁସୂଚୀ, 131, ମ xyxy=(934,498,1335,521)
schedule-text-line: ଏକର, 703, ସ୍ଥିତି, 193, ଏକର, 482, ପ୍ରକାଶ, 415, ମୌଜା, 303, ପ୍ଲଟ, 823, ଡିସମିଲ, 720, ଅନୁସୂଚୀ, 504, ଖ xyxy=(934,1248,1333,1272)
body-text-line: , 818, ପ୍ରକାଶ, 222, ଏକର, 680, , 471, ସ୍ଥିତି, 439, ନୋଟିସ, 494, ଖାତା, 316, ସମ୍ବଲପୁର, 647, ଖାତା, 70 xyxy=(494,1035,898,1043)
schedule-text-line: ସ୍ଥିତି, 281, ସ୍ଥିତି, 761, ଜିଲ୍ଲା, 751, ମୌଜା, 662, ମୌଜା, 72, ନୋଟିସ, 826, ଜମି, 834, ସ୍ଥିତି, 175, ପ xyxy=(48,660,419,668)
body-text-line: ଏକର, 142, ଅନୁସୂଚୀ, 568, ଏକର, 682, ଖାତା, 462, ମୌଜା, 51, ସ୍ଥିତି, 763, ମୌଜା, 373, ଅନୁସୂଚୀ, 727, ପ୍ଲ xyxy=(494,115,895,123)
schedule-text-line: ମୌଜା, 218, ସମ୍ବଲପୁର, 871, ଅନୁସୂଚୀ, 801, ପ୍ରକାଶ, 819, ଏକର, 603, , 897, ପ୍ରକାଶ, 12, ଜିଲ୍ଲା, 827, ନ xyxy=(934,2202,1329,2225)
body-text-line: ଜମି, 196, ନୋଟିସ, 680, ପ୍ରକାଶ, 753, ନୋଟିସ, 691, , 39, ସମ୍ବଲପୁର, 408, ପ୍ରକାଶ, 777, ପ୍ରକାଶ, 589, ରକ xyxy=(494,1815,907,1839)
schedule-text-line: ଡିସମିଲ, 566, ଡିସମିଲ, 115, ଏକର, 84, ନୋଟିସ, 353, ସମ୍ବଲପୁର, 365, ସମ୍ବଲପୁର, 132, ଜମି, 31, ଏକର, 307, xyxy=(48,1225,466,1234)
schedule-text-line: ମୌଜା, 333, ପ୍ଲଟ, 209, ଜିଲ୍ଲା, 416, ଜିଲ୍ଲା, 600, ସ୍ଥିତି, 373, ଅନୁସୂଚୀ, 11, ପ୍ରକାଶ, 859, ଖାତା, 28, xyxy=(48,980,433,989)
col2-subhead: ପରାମର୍ଶଦାତା ରିପୋର୍ଟ - ସୂଚୀ 'କ' xyxy=(494,79,615,89)
schedule-text-line: ରକବା, 831, , 860, ମୌଜା, 465, ଏକର, 458, ନୋଟିସ, 517, ଏକର, 486, ଏକର, 476, ଡିସମିଲ, 666, ଖାତା, 799, , xyxy=(934,2289,1335,2312)
schedule-text-line: ଅନୁସୂଚୀ, 184, ଜମି, 222, ସମ୍ବଲପୁର, 270, ଜମି, 140, ନୋଟିସ, 609, , 221, ଜିଲ୍ଲା, 787, ସ୍ଥିତି, 886, ପ୍ xyxy=(48,1452,436,1460)
schedule-text-line: ସ୍ଥିତି, 906, ସ୍ଥିତି, 609, ମୌଜା, 468, ସ୍ଥିତି, 559, ଜମି, 826, ଜମି, 282, ଜମି, 403, ଖାତା, 135, ଡିସମି xyxy=(48,1018,413,1026)
body-text-line: ଜମି, 360, ଜମି, 233, ଡିସମିଲ, 228, , 221, ନୋଟିସ, 558, ଜମି, 350, ରକବା, 874, ଖାତା, 575, ସମ୍ବଲପୁର, 56 xyxy=(494,428,907,436)
body-text-line: ଜମି, 294, ରକବା, 802, ପ୍ରକାଶ, 43, ପ୍ରକାଶ, 661, ରକବା, 766, ଜିଲ୍ଲା, 38, ସ୍ଥିତି, 119, ନୋଟିସ, 222, ଖା xyxy=(494,907,891,915)
schedule-text-line: ନୋଟିସ, 225, ଜିଲ୍ଲା, 887, ଅନୁସୂଚୀ, 704, ମୌଜା, 53, , 79, ଅନୁସୂଚୀ, 93, ନୋଟିସ, 72, ପ୍ରକାଶ, 162, ପ୍ଲଟ xyxy=(48,1112,449,1121)
body-text-line: ଖାତା, 770, ପ୍ରକାଶ, 370, ମୌଜା, 902, ସମ୍ବଲପୁର, 211, ଜମି, 609, ଡିସମିଲ, 572, ପ୍ରକାଶ, 545, ରକବା, 339, xyxy=(494,926,910,934)
